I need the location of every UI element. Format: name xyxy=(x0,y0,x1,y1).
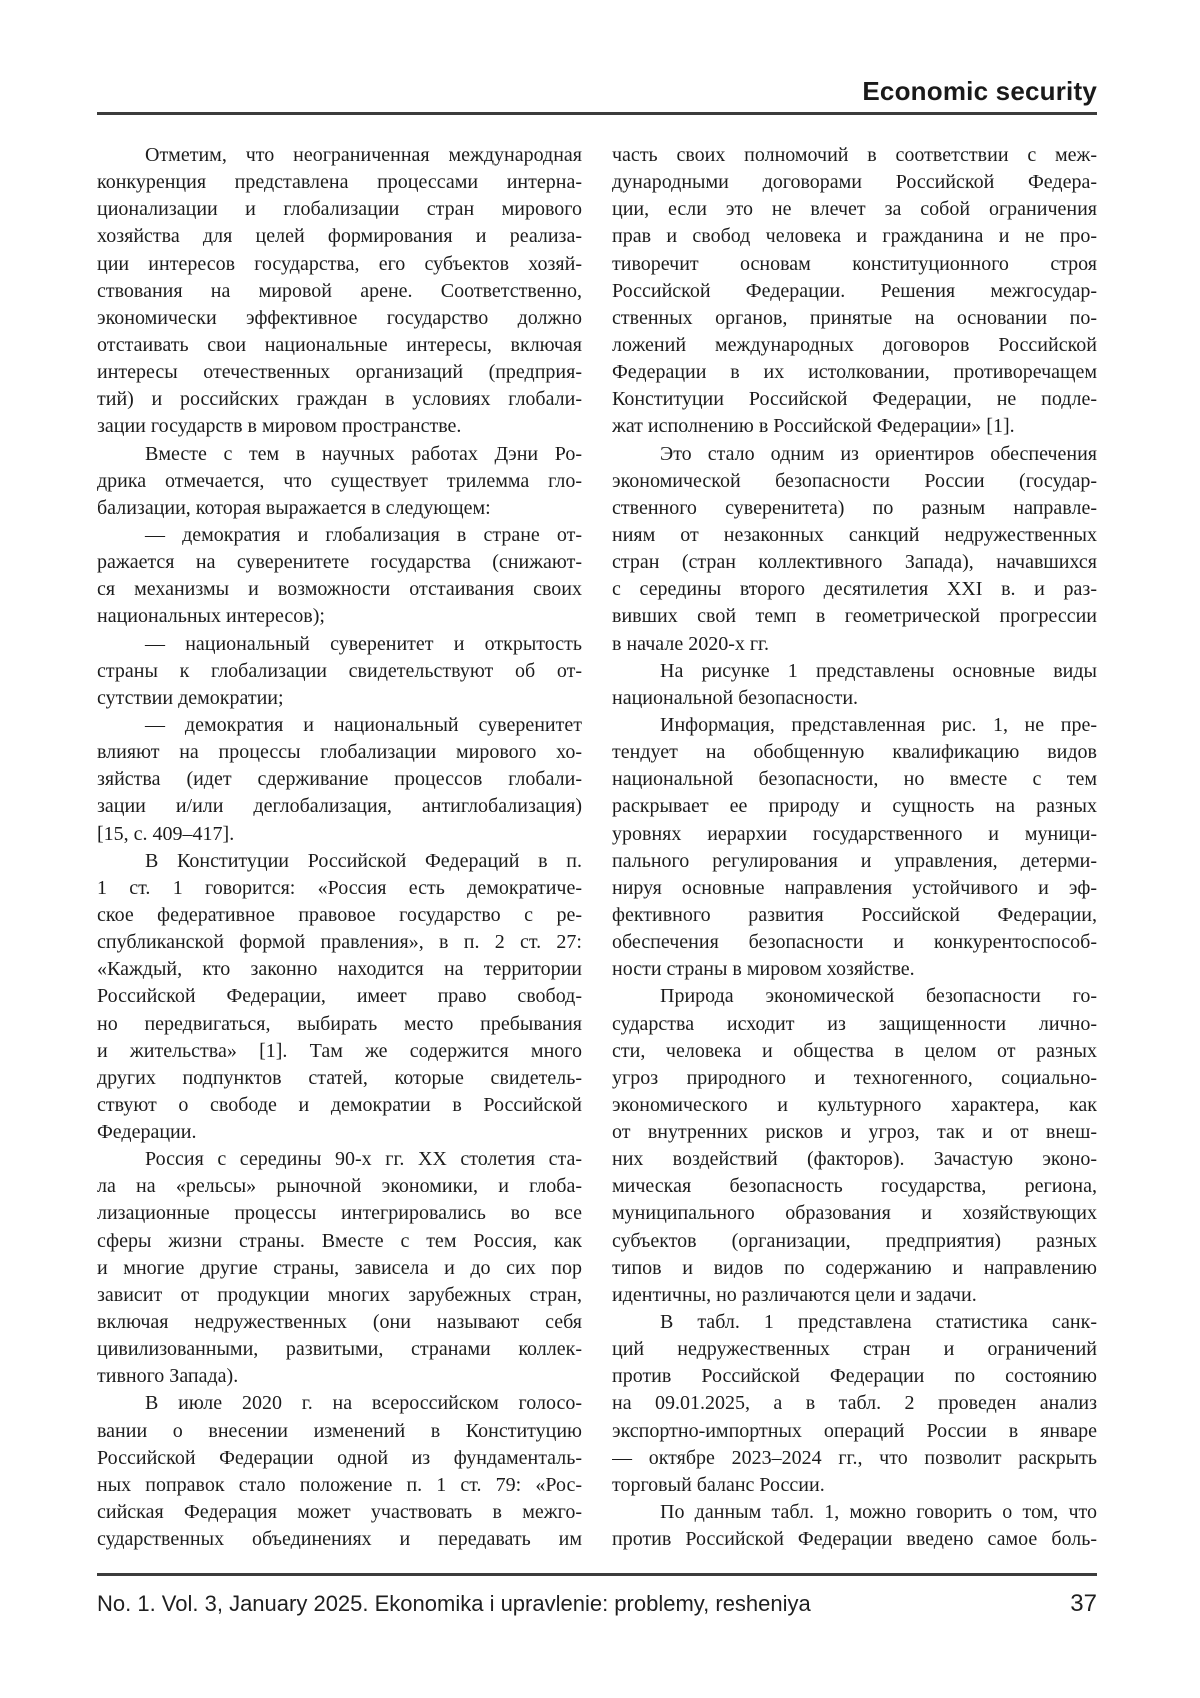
text-line: тиворечит основам конституционного строя xyxy=(612,252,1097,275)
text-line: конкуренция представлена процессами интерна- xyxy=(97,171,582,194)
text-line: Вместе с тем в научных работах Дэни Ро- xyxy=(145,442,582,465)
text-line: сийская Федерация может участвовать в межго- xyxy=(97,1501,582,1524)
text-line: сутствии демократии; xyxy=(97,686,284,709)
text-line: Природа экономической безопасности го- xyxy=(660,985,1097,1008)
text-line: ское федеративное правовое государство с ре- xyxy=(97,903,582,926)
text-line: В Конституции Российской Федераций в п. xyxy=(145,849,582,872)
text-line: экономического и культурного характера, как xyxy=(612,1093,1097,1116)
text-line: вивших свой темп в геометрической прогрессии xyxy=(612,605,1097,628)
text-line: интересы отечественных организаций (предприя- xyxy=(97,361,582,384)
text-line: тендует на обобщенную квалификацию видов xyxy=(612,741,1097,764)
text-line: Это стало одним из ориентиров обеспечения xyxy=(660,442,1097,465)
text-line: влияют на процессы глобализации мирового хо- xyxy=(97,741,582,764)
text-line: ций недружественных стран и ограничений xyxy=(612,1338,1097,1361)
text-line: дународными договорами Российской Федера- xyxy=(612,171,1097,194)
text-line: экспортно-импортных операций России в январе xyxy=(612,1419,1097,1442)
text-line: Российской Федерации, имеет право свобод- xyxy=(97,985,582,1008)
text-line: ствования на мировой арене. Соответственно, xyxy=(97,279,582,302)
text-line: Конституции Российской Федерации, не подле- xyxy=(612,388,1097,411)
text-line: экономически эффективное государство должно xyxy=(97,306,582,329)
text-line: жат исполнению в Российской Федерации» [1]. xyxy=(612,415,1015,438)
text-line: — демократия и национальный суверенитет xyxy=(145,713,582,736)
text-line: сударства исходит из защищенности лично- xyxy=(612,1012,1097,1035)
text-line: фективного развития Российской Федерации, xyxy=(612,903,1097,926)
journal-citation: No. 1. Vol. 3, January 2025. Ekonomika i upravlenie: problemy, resheniya xyxy=(97,1591,811,1616)
text-line: с середины второго десятилетия XXI в. и раз- xyxy=(612,578,1097,601)
text-line: ся механизмы и возможности отстаивания своих xyxy=(97,578,582,601)
text-line: Федерации. xyxy=(97,1121,197,1144)
text-line: раскрывает ее природу и сущность на разных xyxy=(612,795,1097,818)
text-line: ности страны в мировом хозяйстве. xyxy=(612,958,915,981)
footer-rule xyxy=(97,1573,1097,1576)
text-line: типов и видов по содержанию и направлению xyxy=(612,1256,1097,1279)
running-title: Economic security xyxy=(862,76,1097,106)
text-line: вании о внесении изменений в Конституцию xyxy=(97,1419,582,1442)
header-rule xyxy=(97,112,1097,115)
text-line: национальной безопасности, но вместе с тем xyxy=(612,768,1097,791)
text-line: тий) и российских граждан в условиях глобали- xyxy=(97,388,582,411)
text-line: страны к глобализации свидетельствуют об от- xyxy=(97,659,582,682)
text-line: экономической безопасности России (государ- xyxy=(612,469,1097,492)
text-line: «Каждый, кто законно находится на территории xyxy=(97,958,582,981)
text-line: уровнях иерархии государственного и муници- xyxy=(612,822,1097,845)
page-number: 37 xyxy=(1070,1590,1097,1617)
text-line: ции, если это не влечет за собой ограничения xyxy=(612,198,1097,221)
text-line: субъектов (организации, предприятия) разных xyxy=(612,1229,1097,1252)
text-line: Информация, представленная рис. 1, не пре- xyxy=(660,713,1097,736)
text-line: ражается на суверенитете государства (снижают- xyxy=(97,551,582,574)
text-line: Отметим, что неограниченная международная xyxy=(145,144,582,166)
text-line: лизационные процессы интегрировались во все xyxy=(97,1202,582,1225)
left-column xyxy=(97,142,582,1553)
text-line: в начале 2020-х гг. xyxy=(612,632,770,655)
right-column xyxy=(612,142,1097,1553)
text-line: нируя основные направления устойчивого и эф- xyxy=(612,876,1097,899)
text-line: ционализации и глобализации стран мирового xyxy=(97,198,582,221)
text-line: других подпунктов статей, которые свидетель- xyxy=(97,1066,582,1089)
text-line: включая недружественных (они называют себя xyxy=(97,1311,582,1334)
text-line: зяйства (идет сдерживание процессов глобали- xyxy=(97,768,582,791)
text-line: тивного Запада). xyxy=(97,1365,239,1388)
text-line: часть своих полномочий в соответствии с меж- xyxy=(612,144,1097,166)
text-line: отстаивать свои национальные интересы, включая xyxy=(97,333,582,356)
text-line: национальной безопасности. xyxy=(612,686,859,709)
text-line: них воздействий (факторов). Зачастую эконо- xyxy=(612,1148,1097,1171)
text-line: — национальный суверенитет и открытость xyxy=(145,632,582,655)
text-line: от внутренних рисков и угроз, так и от внеш- xyxy=(612,1121,1097,1144)
text-line: [15, с. 409–417]. xyxy=(97,822,235,845)
text-line: обеспечения безопасности и конкурентоспособ- xyxy=(612,931,1097,954)
text-line: По данным табл. 1, можно говорить о том, что xyxy=(660,1501,1097,1524)
text-line: сударственных объединениях и передавать им xyxy=(97,1528,582,1551)
text-line: муниципального образования и хозяйствующих xyxy=(612,1202,1097,1225)
text-line: на 09.01.2025, а в табл. 2 проведен анализ xyxy=(612,1392,1097,1415)
text-line: цивилизованными, развитыми, странами коллек- xyxy=(97,1338,582,1361)
text-line: прав и свобод человека и гражданина и не про- xyxy=(612,225,1097,248)
text-line: В июле 2020 г. на всероссийском голосо- xyxy=(145,1392,582,1415)
text-line: и многие другие страны, зависела и до сих пор xyxy=(97,1256,582,1279)
text-line: 1 ст. 1 говорится: «Россия есть демократиче- xyxy=(97,876,582,899)
text-line: Россия с середины 90-х гг. XX столетия ста- xyxy=(145,1148,582,1171)
text-line: В табл. 1 представлена статистика санк- xyxy=(660,1311,1097,1334)
text-line: Российской Федерации. Решения межгосудар- xyxy=(612,279,1097,302)
text-line: — демократия и глобализация в стране от- xyxy=(145,523,582,546)
text-line: Российской Федерации одной из фундаменталь- xyxy=(97,1446,582,1469)
text-line: зависит от продукции многих зарубежных стран, xyxy=(97,1283,582,1306)
text-line: торговый баланс России. xyxy=(612,1473,825,1496)
text-line: ствуют о свободе и демократии в Российской xyxy=(97,1093,582,1116)
text-line: ла на «рельсы» рыночной экономики, и глоба- xyxy=(97,1175,582,1198)
text-line: мическая безопасность государства, региона, xyxy=(612,1175,1097,1198)
text-line: спубликанской формой правления», в п. 2 ст. 27: xyxy=(97,931,582,954)
text-line: На рисунке 1 представлены основные виды xyxy=(660,659,1097,682)
text-line: и жительства» [1]. Там же содержится много xyxy=(97,1039,582,1062)
text-line: дрика отмечается, что существует трилемма гло- xyxy=(97,469,582,492)
text-line: — октябре 2023–2024 гг., что позволит раскрыть xyxy=(612,1446,1097,1469)
text-line: национальных интересов); xyxy=(97,605,325,628)
text-line: ственного суверенитета) по разным направле- xyxy=(612,496,1097,519)
text-line: стран (стран коллективного Запада), начавшихся xyxy=(612,551,1097,574)
text-line: пального регулирования и управления, детерми- xyxy=(612,849,1097,872)
text-line: против Российской Федерации по состоянию xyxy=(612,1365,1097,1388)
text-line: ции интересов государства, его субъектов хозяй- xyxy=(97,252,582,275)
article-body xyxy=(97,142,1097,1553)
text-line: угроз природного и техногенного, социально- xyxy=(612,1066,1097,1089)
text-line: сферы жизни страны. Вместе с тем Россия, как xyxy=(97,1229,582,1252)
text-line: ложений международных договоров Российской xyxy=(612,333,1097,356)
text-line: но передвигаться, выбирать место пребывания xyxy=(97,1012,582,1035)
text-line: ных поправок стало положение п. 1 ст. 79: «Рос- xyxy=(97,1473,582,1496)
text-line: идентичны, но различаются цели и задачи. xyxy=(612,1283,977,1306)
text-line: бализации, которая выражается в следующем: xyxy=(97,496,491,519)
text-line: зации государств в мировом пространстве. xyxy=(97,415,462,438)
text-line: против Российской Федерации введено самое боль- xyxy=(612,1528,1097,1551)
page-footer xyxy=(97,1590,1097,1618)
text-line: ниям от незаконных санкций недружественных xyxy=(612,523,1097,546)
text-line: хозяйства для целей формирования и реализа- xyxy=(97,225,582,248)
text-line: Федерации в их истолковании, противоречащем xyxy=(612,361,1097,384)
text-line: ственных органов, принятые на основании по- xyxy=(612,306,1097,329)
text-line: зации и/или деглобализация, антиглобализация) xyxy=(97,795,582,818)
text-line: сти, человека и общества в целом от разных xyxy=(612,1039,1097,1062)
